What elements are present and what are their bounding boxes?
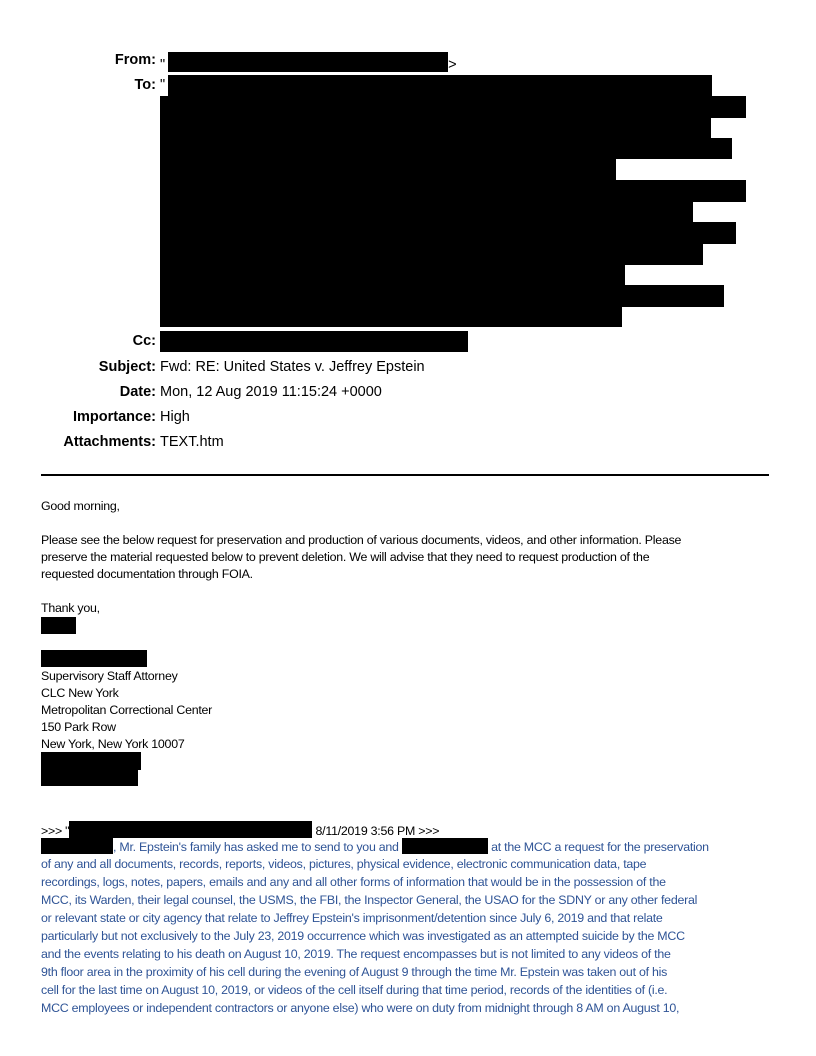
attachments-value: TEXT.htm — [160, 434, 224, 450]
from-suffix: > — [448, 57, 457, 73]
paragraph-line: requested documentation through FOIA. — [41, 567, 253, 581]
paragraph-line: Please see the below request for preservation and production of various documents, videos, and other information. Please — [41, 533, 682, 547]
redaction — [160, 138, 732, 159]
date-label: Date: — [119, 384, 156, 400]
forwarded-date: 8/11/2019 3:56 PM >>> — [315, 824, 440, 838]
redaction — [160, 222, 736, 244]
redaction — [168, 52, 448, 72]
signature-line: CLC New York — [41, 686, 119, 700]
redaction — [160, 331, 468, 352]
forwarded-line: MCC, its Warden, their legal counsel, the USMS, the FBI, the Inspector General, the USAO for the SDNY or any other federal — [41, 893, 698, 907]
redaction — [160, 201, 693, 223]
subject-label: Subject: — [98, 359, 156, 375]
from-label: From: — [114, 52, 156, 68]
importance-label: Importance: — [73, 409, 156, 425]
paragraph-line: preserve the material requested below to prevent deletion. We will advise that they need to request production of the — [41, 550, 650, 564]
redaction — [41, 752, 141, 770]
to-quote: " — [160, 77, 166, 93]
from-value — [160, 52, 457, 73]
redaction — [160, 96, 746, 118]
redaction — [160, 180, 746, 202]
forwarded-line: 9th floor area in the proximity of his cell during the evening of August 9 through the time Mr. Epstein was taken out of his — [41, 965, 668, 979]
redaction — [160, 264, 625, 286]
redaction — [160, 158, 616, 181]
forwarded-prefix: >>> " — [41, 824, 70, 838]
forwarded-line — [41, 838, 709, 856]
forwarded-line: MCC employees or independent contractors or anyone else) who were on duty from midnight through 8 AM on August 10, — [41, 1001, 680, 1015]
redaction — [160, 306, 622, 327]
forwarded-line: particularly but not exclusively to the July 23, 2019 occurrence which was investigated as an attempted suicide by the MCC — [41, 929, 685, 943]
redaction — [160, 117, 711, 139]
importance-value: High — [160, 409, 190, 425]
forwarded-text: , Mr. Epstein's family has asked me to send to you and — [113, 840, 399, 854]
redaction — [160, 243, 703, 265]
redaction — [41, 838, 113, 854]
forwarded-line: cell for the last time on August 10, 2019, or videos of the cell itself during that time period, records of the identities of (i.e. — [41, 983, 668, 997]
forwarded-line: and the events relating to his death on August 10, 2019. The request encompasses but is not limited to any videos of the — [41, 947, 671, 961]
redaction — [160, 285, 724, 307]
cc-label: Cc: — [132, 333, 156, 349]
forwarded-line: or relevant state or city agency that relate to Jeffrey Epstein's imprisonment/detention since July 6, 2019 and that relate — [41, 911, 663, 925]
forwarded-line: recordings, logs, notes, papers, emails and any and all other forms of information that would be in the possession of the — [41, 875, 666, 889]
date-value: Mon, 12 Aug 2019 11:15:24 +0000 — [160, 384, 382, 400]
forwarded-line: of any and all documents, records, reports, videos, pictures, physical evidence, electronic communication data, tape — [41, 857, 647, 871]
redaction — [402, 838, 488, 854]
signature-line: Metropolitan Correctional Center — [41, 703, 213, 717]
redaction — [69, 821, 312, 838]
redaction — [41, 769, 138, 786]
subject-value: Fwd: RE: United States v. Jeffrey Epstein — [160, 359, 425, 375]
divider — [41, 474, 769, 476]
signature-line: 150 Park Row — [41, 720, 116, 734]
closing: Thank you, — [41, 601, 100, 615]
signature-line: Supervisory Staff Attorney — [41, 669, 178, 683]
redaction — [168, 75, 712, 97]
attachments-label: Attachments: — [63, 434, 156, 450]
redaction — [41, 650, 147, 667]
redaction — [41, 617, 76, 634]
greeting: Good morning, — [41, 499, 120, 513]
forwarded-text: at the MCC a request for the preservation — [491, 840, 709, 854]
to-label: To: — [134, 77, 156, 93]
from-quote: " — [160, 57, 166, 73]
signature-line: New York, New York 10007 — [41, 737, 185, 751]
